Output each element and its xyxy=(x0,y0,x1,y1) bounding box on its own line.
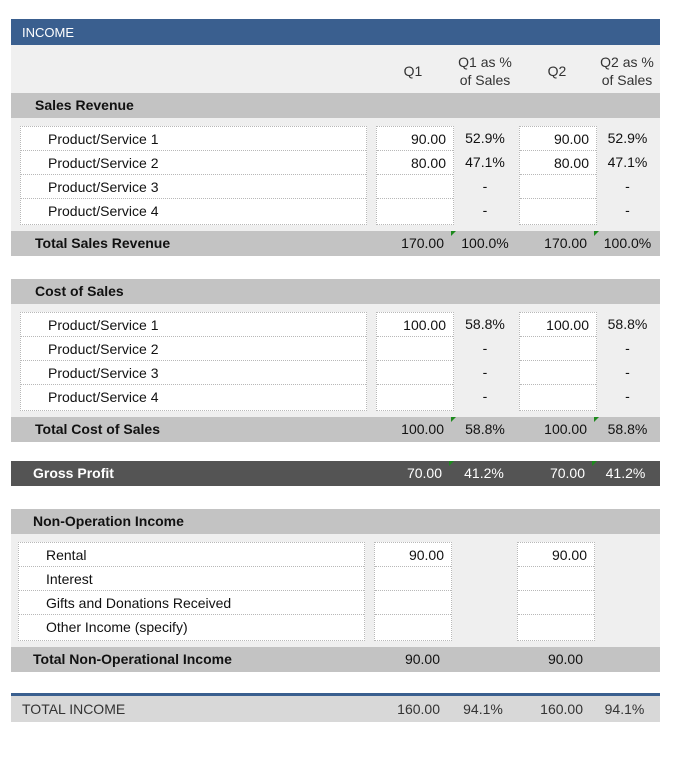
q1-value-cell[interactable] xyxy=(377,361,453,385)
q2-value-cell[interactable]: 90.00 xyxy=(520,127,596,151)
list-item: Product/Service 2 xyxy=(21,337,366,361)
list-item: Product/Service 4 xyxy=(48,389,159,405)
list-item: Interest xyxy=(19,567,364,591)
non-operation-panel xyxy=(11,534,660,647)
q2-pct-value: - xyxy=(625,340,630,356)
sales-revenue-panel xyxy=(11,118,660,231)
total-cost-of-sales-row xyxy=(11,417,660,442)
q1-value-cell[interactable] xyxy=(375,567,451,591)
q2-pct-value: - xyxy=(625,202,630,218)
q2-value-cell[interactable]: 80.00 xyxy=(520,151,596,175)
total-sales-revenue-row xyxy=(11,231,660,256)
total-income-label: TOTAL INCOME xyxy=(22,701,126,717)
q1-value-cell[interactable]: 90.00 xyxy=(377,127,453,151)
total-non-operational-label: Total Non-Operational Income xyxy=(33,651,232,667)
total-cost-of-sales-q2-pct: 58.8% xyxy=(607,421,648,437)
q2-value-cell[interactable] xyxy=(520,337,596,361)
q2-value-cell[interactable] xyxy=(518,615,594,639)
list-item: Other Income (specify) xyxy=(46,619,188,635)
total-income-q2-pct: 94.1% xyxy=(604,701,645,717)
q1-value-cell[interactable] xyxy=(377,175,453,199)
col-header-q2-pct-line2: of Sales xyxy=(601,72,653,88)
total-income-q1: 160.00 xyxy=(397,701,440,717)
q2-pct-value: - xyxy=(625,388,630,404)
q1-value-cell[interactable]: 90.00 xyxy=(375,543,451,567)
col-header-q1: Q1 xyxy=(403,63,423,79)
cost-of-sales-panel xyxy=(11,304,660,417)
col-header-q2-pct xyxy=(593,53,661,89)
cost-of-sales-q2-inputs xyxy=(519,312,597,411)
q2-pct-value: - xyxy=(625,364,630,380)
list-item: Product/Service 3 xyxy=(21,361,366,385)
total-sales-revenue-label: Total Sales Revenue xyxy=(35,235,171,251)
q1-value-cell[interactable] xyxy=(375,591,451,615)
non-operation-label-list xyxy=(18,542,365,641)
total-cost-of-sales-q1-pct: 58.8% xyxy=(465,421,505,437)
section-title-bar xyxy=(11,19,660,45)
gross-profit-q2: 70.00 xyxy=(549,465,585,481)
total-income-q2: 160.00 xyxy=(540,701,583,717)
q1-pct-value: 52.9% xyxy=(465,130,505,146)
gross-profit-label: Gross Profit xyxy=(33,465,114,481)
col-header-q2: Q2 xyxy=(547,63,567,79)
cost-of-sales-label-list xyxy=(20,312,367,411)
total-sales-revenue-q1: 170.00 xyxy=(401,235,444,251)
q1-value-cell[interactable]: 80.00 xyxy=(377,151,453,175)
q2-value-cell[interactable] xyxy=(520,385,596,409)
q1-value-cell[interactable] xyxy=(375,615,451,639)
total-non-operational-q2: 90.00 xyxy=(547,651,583,667)
sales-revenue-q1-inputs xyxy=(376,126,454,225)
q2-pct-value: 52.9% xyxy=(607,130,648,146)
non-operation-heading xyxy=(11,509,660,534)
total-sales-revenue-q2-pct: 100.0% xyxy=(603,235,652,251)
list-item: Product/Service 1 xyxy=(21,127,366,151)
total-cost-of-sales-label: Total Cost of Sales xyxy=(35,421,160,437)
q1-pct-value: - xyxy=(482,364,488,380)
total-sales-revenue-q1-pct: 100.0% xyxy=(461,235,509,251)
q2-value-cell[interactable]: 90.00 xyxy=(518,543,594,567)
income-title: INCOME xyxy=(22,25,74,40)
q2-pct-value: 47.1% xyxy=(607,154,648,170)
total-non-operational-q1: 90.00 xyxy=(404,651,440,667)
total-income-q1-pct: 94.1% xyxy=(463,701,503,717)
sales-revenue-heading-label: Sales Revenue xyxy=(35,97,134,113)
q2-pct-value: - xyxy=(625,178,630,194)
gross-profit-row xyxy=(11,461,660,486)
sales-revenue-label-list xyxy=(20,126,367,225)
q2-value-cell[interactable] xyxy=(518,567,594,591)
sales-revenue-heading xyxy=(11,93,660,118)
list-item: Product/Service 4 xyxy=(48,203,159,219)
total-non-operational-row xyxy=(11,647,660,672)
list-item: Product/Service 1 xyxy=(21,313,366,337)
cost-of-sales-heading xyxy=(11,279,660,304)
gross-profit-q1-pct: 41.2% xyxy=(464,465,504,481)
q2-value-cell[interactable] xyxy=(520,199,596,223)
q1-value-cell[interactable]: 100.00 xyxy=(377,313,453,337)
list-item: Gifts and Donations Received xyxy=(19,591,364,615)
q1-pct-value: 47.1% xyxy=(465,154,505,170)
non-operation-q2-inputs xyxy=(517,542,595,641)
q1-pct-value: 58.8% xyxy=(465,316,505,332)
q2-value-cell[interactable] xyxy=(518,591,594,615)
q2-value-cell[interactable]: 100.00 xyxy=(520,313,596,337)
col-header-q1-pct-line1: Q1 as % xyxy=(458,54,512,70)
q2-pct-value: 58.8% xyxy=(607,316,648,332)
gross-profit-q2-pct: 41.2% xyxy=(605,465,646,481)
col-header-q1-pct-line2: of Sales xyxy=(459,72,511,88)
list-item: Product/Service 2 xyxy=(21,151,366,175)
total-cost-of-sales-q2: 100.00 xyxy=(544,421,587,437)
cost-of-sales-heading-label: Cost of Sales xyxy=(35,283,124,299)
gross-profit-q1: 70.00 xyxy=(406,465,442,481)
q1-pct-value: - xyxy=(482,340,488,356)
non-operation-q1-inputs xyxy=(374,542,452,641)
q1-pct-value: - xyxy=(482,388,488,404)
total-sales-revenue-q2: 170.00 xyxy=(544,235,587,251)
list-item: Product/Service 3 xyxy=(21,175,366,199)
col-header-q2-pct-line1: Q2 as % xyxy=(600,54,654,70)
q2-value-cell[interactable] xyxy=(520,175,596,199)
q1-value-cell[interactable] xyxy=(377,199,453,223)
q1-pct-value: - xyxy=(482,178,488,194)
q1-value-cell[interactable] xyxy=(377,385,453,409)
total-cost-of-sales-q1: 100.00 xyxy=(401,421,444,437)
cost-of-sales-q1-inputs xyxy=(376,312,454,411)
col-header-q1-pct xyxy=(451,53,519,89)
non-operation-heading-label: Non-Operation Income xyxy=(33,513,184,529)
q2-value-cell[interactable] xyxy=(520,361,596,385)
q1-pct-value: - xyxy=(482,202,488,218)
q1-value-cell[interactable] xyxy=(377,337,453,361)
column-header-row xyxy=(11,45,660,93)
list-item: Rental xyxy=(19,543,364,567)
sales-revenue-q2-inputs xyxy=(519,126,597,225)
total-income-row xyxy=(11,696,660,722)
